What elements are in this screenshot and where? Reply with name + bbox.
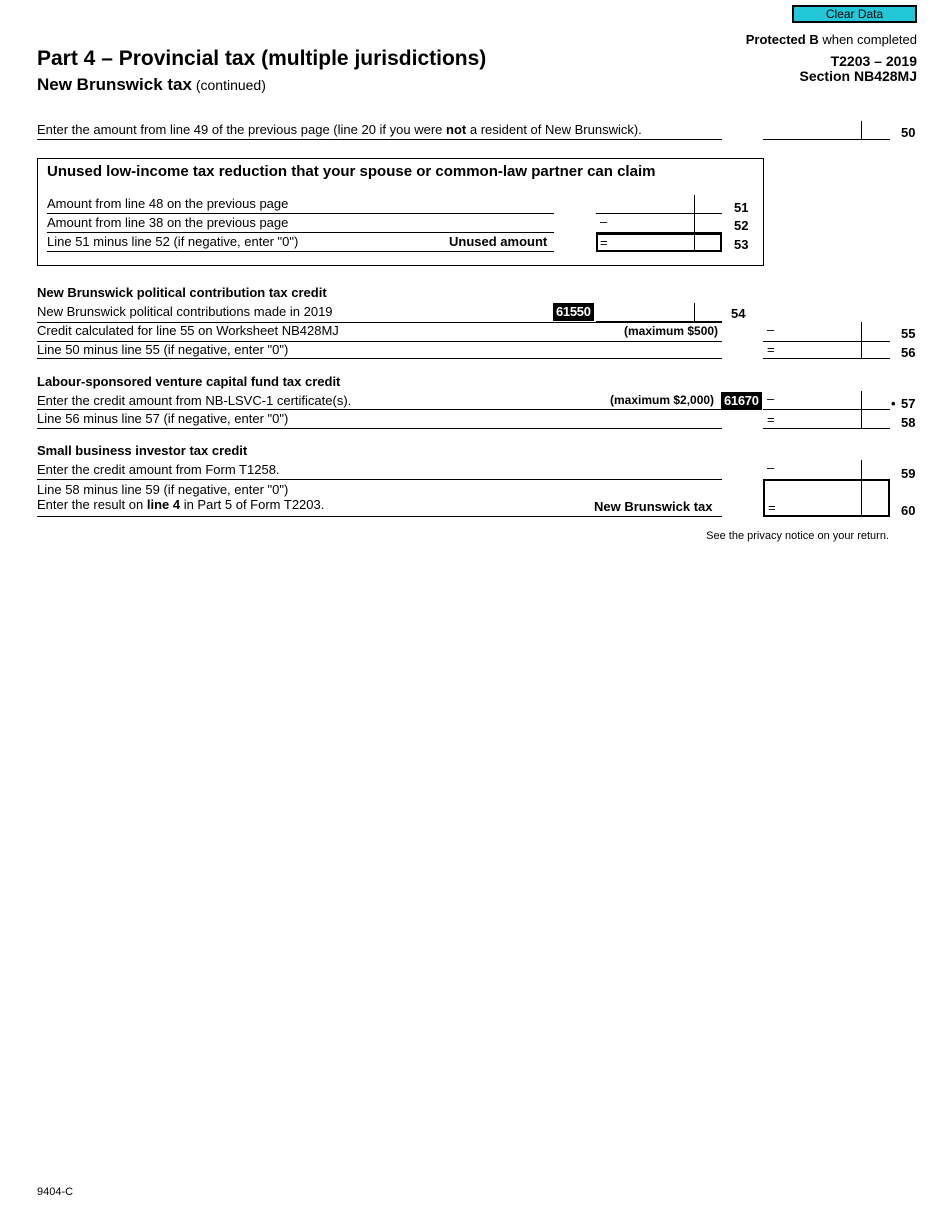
line53-operator: = xyxy=(600,235,608,250)
line57-dollars-input[interactable] xyxy=(778,392,860,408)
line50-label-pre: Enter the amount from line 49 of the previous page (line 20 if you were xyxy=(37,122,447,137)
line60-label-2 xyxy=(37,497,324,512)
line53-dollars-input[interactable] xyxy=(610,235,693,250)
labour-heading: Labour-sponsored venture capital fund tax credit xyxy=(37,374,341,389)
line50-label-post: a resident of New Brunswick). xyxy=(466,122,642,137)
line55-dollars-input[interactable] xyxy=(778,324,860,340)
line58-operator: = xyxy=(767,412,775,427)
line51-label: Amount from line 48 on the previous page xyxy=(47,196,289,211)
line52-dollars-input[interactable] xyxy=(610,215,693,231)
unused-box-heading: Unused low-income tax reduction that your spouse or common-law partner can claim xyxy=(47,163,656,180)
line57-note: (maximum $2,000) xyxy=(610,393,715,407)
line59-cents-input[interactable] xyxy=(862,462,889,478)
line57-cents-input[interactable] xyxy=(862,392,889,408)
line55-number: 55 xyxy=(901,326,916,341)
line54-label: New Brunswick political contributions made in 2019 xyxy=(37,304,333,319)
line53-number: 53 xyxy=(734,237,749,252)
line53-cents-input[interactable] xyxy=(695,235,720,250)
line53-label: Line 51 minus line 52 (if negative, enter "0") xyxy=(47,234,299,249)
line53-right-label: Unused amount xyxy=(449,234,548,249)
line56-operator: = xyxy=(767,342,775,357)
line50-cents-input[interactable] xyxy=(862,122,889,138)
protected-b-label: Protected B xyxy=(745,32,819,47)
privacy-notice: See the privacy notice on your return. xyxy=(706,530,889,542)
line59-label: Enter the credit amount from Form T1258. xyxy=(37,462,280,477)
line60-dollars-input[interactable] xyxy=(778,498,860,514)
subtitle-main: New Brunswick tax xyxy=(37,75,192,94)
line54-dollars-input[interactable] xyxy=(597,304,693,320)
line50-dollars-input[interactable] xyxy=(764,122,860,138)
line51-dollars-input[interactable] xyxy=(597,196,693,212)
line52-operator: – xyxy=(600,214,608,229)
line54-code: 61550 xyxy=(553,303,594,321)
line60-label-2-bold: line 4 xyxy=(146,497,181,512)
line60-label-1: Line 58 minus line 59 (if negative, enter "0") xyxy=(37,482,289,497)
line55-cents-input[interactable] xyxy=(862,324,889,340)
form-code: 9404-C xyxy=(37,1186,74,1198)
line57-label: Enter the credit amount from NB-LSVC-1 certificate(s). xyxy=(37,393,352,408)
clear-data-button[interactable]: Clear Data xyxy=(792,5,917,23)
page-subtitle xyxy=(37,75,266,95)
line59-dollars-input[interactable] xyxy=(778,462,860,478)
subtitle-note: (continued) xyxy=(191,77,266,93)
line56-label: Line 50 minus line 55 (if negative, enter "0") xyxy=(37,342,289,357)
line60-cents-input[interactable] xyxy=(862,498,888,514)
line60-number: 60 xyxy=(901,503,916,518)
line52-cents-input[interactable] xyxy=(695,215,722,231)
line51-number: 51 xyxy=(734,200,749,215)
protected-b-notice xyxy=(746,32,917,47)
line58-number: 58 xyxy=(901,415,916,430)
line60-label-2-pre: Enter the result on xyxy=(37,497,147,512)
line58-cents-input[interactable] xyxy=(862,411,889,427)
protected-suffix: when completed xyxy=(818,32,917,47)
page-title: Part 4 – Provincial tax (multiple jurisdictions) xyxy=(37,47,487,70)
line55-note: (maximum $500) xyxy=(624,324,719,338)
line51-cents-input[interactable] xyxy=(695,196,722,212)
line57-bullet: • xyxy=(891,396,896,411)
line54-number: 54 xyxy=(731,306,746,321)
line56-number: 56 xyxy=(901,345,916,360)
line59-number: 59 xyxy=(901,466,916,481)
line60-right-label: New Brunswick tax xyxy=(594,499,713,514)
line56-dollars-input[interactable] xyxy=(778,342,860,357)
line52-label: Amount from line 38 on the previous page xyxy=(47,215,289,230)
line55-label: Credit calculated for line 55 on Worksheet NB428MJ xyxy=(37,323,339,338)
line50-label-bold: not xyxy=(446,122,467,137)
small-business-heading: Small business investor tax credit xyxy=(37,443,248,458)
line50-number: 50 xyxy=(901,125,916,140)
line55-operator: – xyxy=(767,322,775,337)
form-id: T2203 – 2019 xyxy=(830,53,917,69)
line60-label-2-post: in Part 5 of Form T2203. xyxy=(180,497,325,512)
line56-cents-input[interactable] xyxy=(862,342,889,357)
line54-cents-input[interactable] xyxy=(695,304,722,320)
line58-dollars-input[interactable] xyxy=(778,411,860,427)
line57-number: 57 xyxy=(901,396,916,411)
political-heading: New Brunswick political contribution tax credit xyxy=(37,285,327,300)
line50-label xyxy=(37,122,642,137)
line57-code: 61670 xyxy=(721,392,762,410)
line58-label: Line 56 minus line 57 (if negative, enter "0") xyxy=(37,411,289,426)
line59-operator: – xyxy=(767,460,775,475)
form-section: Section NB428MJ xyxy=(799,68,917,84)
line52-number: 52 xyxy=(734,218,749,233)
line60-operator: = xyxy=(768,500,776,515)
line57-operator: – xyxy=(767,391,775,406)
